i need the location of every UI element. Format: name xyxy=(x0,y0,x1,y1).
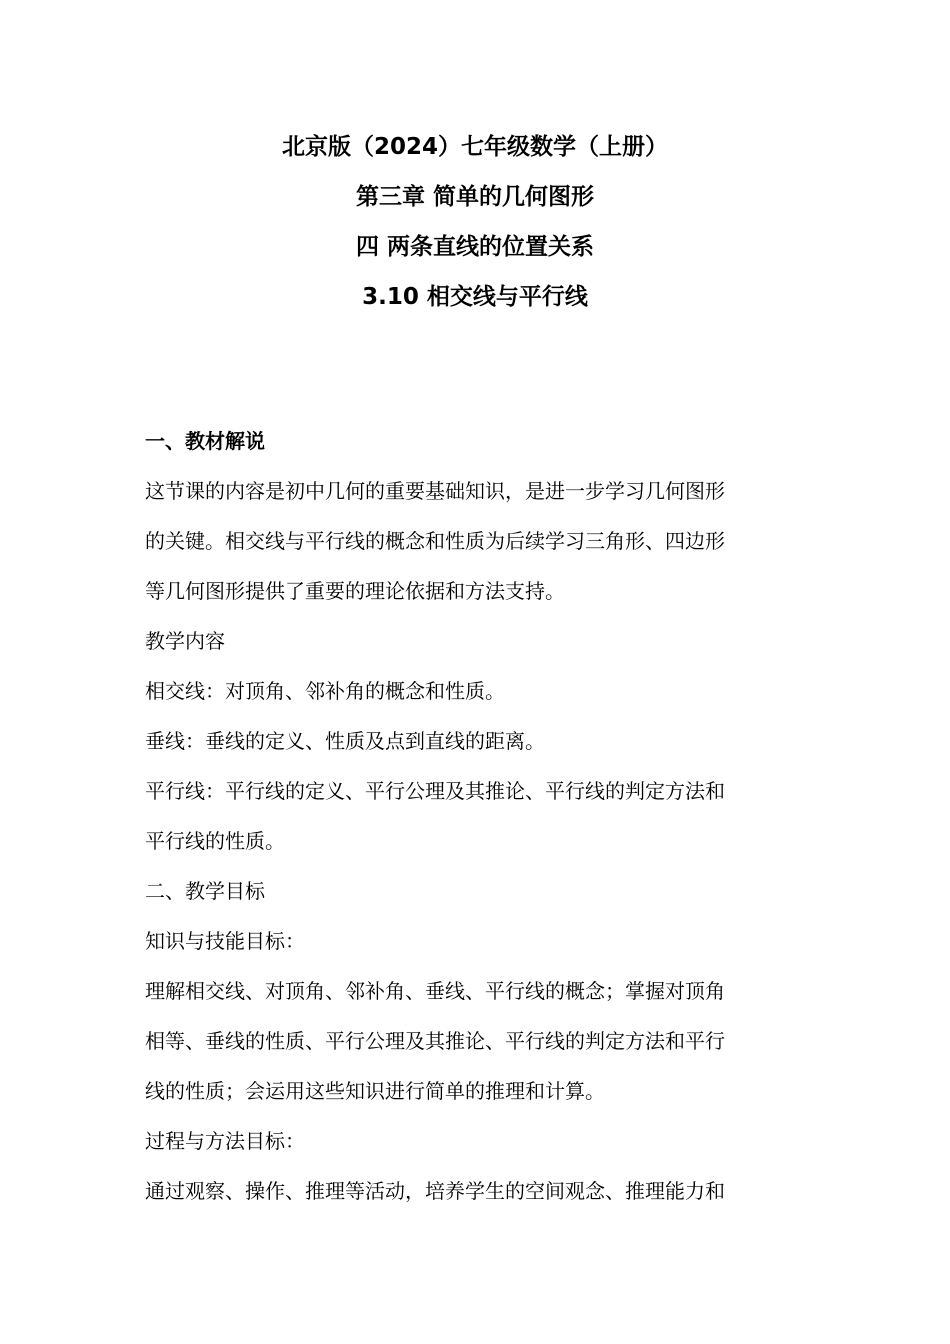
knowledge-goals-label: 知识与技能目标： xyxy=(145,929,305,953)
chapter-title: 第三章 简单的几何图形 xyxy=(355,184,594,210)
paragraph-line: 通过观察、操作、推理等活动，培养学生的空间观念、推理能力和 xyxy=(145,1179,725,1203)
content-item-intersecting-lines: 相交线：对顶角、邻补角的概念和性质。 xyxy=(145,679,505,703)
paragraph-line: 相等、垂线的性质、平行公理及其推论、平行线的判定方法和平行 xyxy=(145,1029,725,1053)
teaching-content-label: 教学内容 xyxy=(145,629,225,653)
section-heading-textbook-analysis: 一、教材解说 xyxy=(145,429,265,453)
document-body xyxy=(145,416,809,1216)
process-goals-label: 过程与方法目标： xyxy=(145,1129,305,1153)
section-heading-teaching-goals: 二、教学目标 xyxy=(145,879,265,903)
content-item-perpendicular: 垂线：垂线的定义、性质及点到直线的距离。 xyxy=(145,729,545,753)
paragraph-line: 的关键。相交线与平行线的概念和性质为后续学习三角形、四边形 xyxy=(145,529,725,553)
title-block xyxy=(0,122,950,322)
section-title: 四 两条直线的位置关系 xyxy=(355,234,594,260)
paragraph-line: 等几何图形提供了重要的理论依据和方法支持。 xyxy=(145,579,565,603)
content-item-parallel-lines: 平行线：平行线的定义、平行公理及其推论、平行线的判定方法和 xyxy=(145,779,725,803)
content-item-parallel-lines-cont: 平行线的性质。 xyxy=(145,829,285,853)
paragraph-line: 线的性质；会运用这些知识进行简单的推理和计算。 xyxy=(145,1079,605,1103)
paragraph-line: 理解相交线、对顶角、邻补角、垂线、平行线的概念；掌握对顶角 xyxy=(145,979,725,1003)
book-title: 北京版（2024）七年级数学（上册） xyxy=(281,134,668,160)
paragraph-line: 这节课的内容是初中几何的重要基础知识，是进一步学习几何图形 xyxy=(145,479,725,503)
lesson-title: 3.10 相交线与平行线 xyxy=(362,284,588,310)
